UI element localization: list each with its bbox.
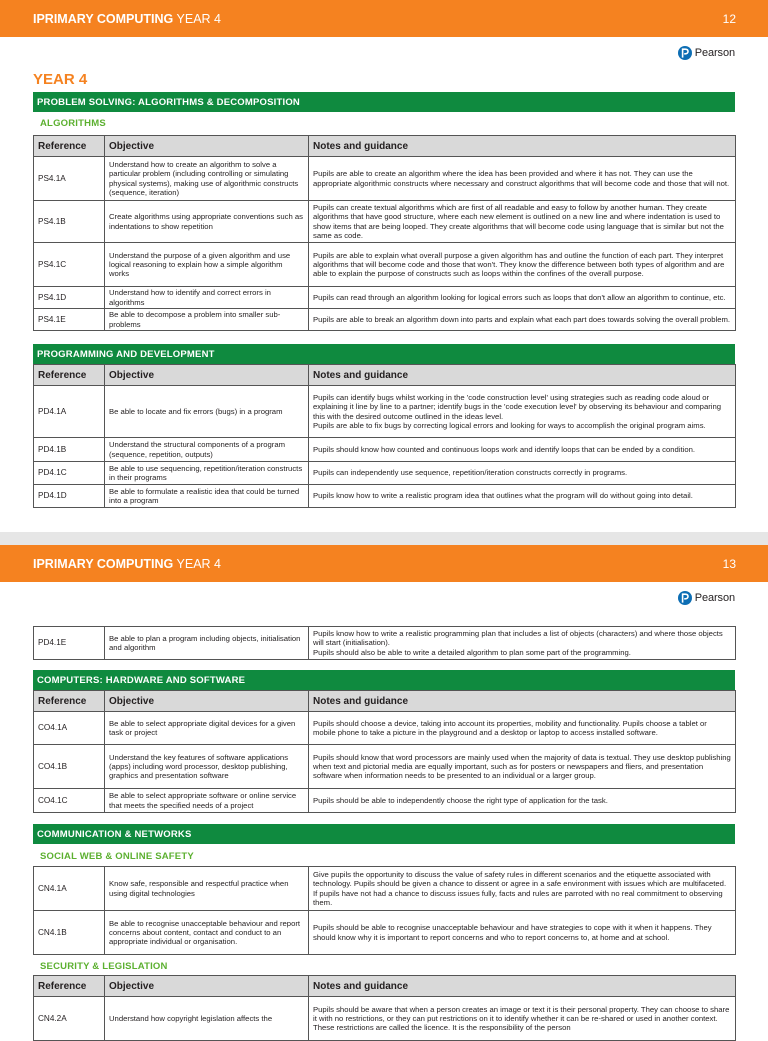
notes-paragraph: Pupils can identify bugs whilst working in the 'code construction level' using strategies such as reading code aloud or explaining it line by line to a partner; identify bugs in the 'code execution level' by observing its behaviour and comparing this with the desired outcome outlined in the ideas level. xyxy=(313,392,722,421)
table-row xyxy=(34,485,736,508)
table-row xyxy=(34,157,736,201)
page-header-bar xyxy=(0,0,768,37)
col-header-reference: Reference xyxy=(34,365,105,386)
cell-reference: CN4.1A xyxy=(34,867,105,911)
pearson-wordmark: Pearson xyxy=(694,47,735,59)
header-brand xyxy=(33,557,221,571)
subsection-algorithms: ALGORITHMS xyxy=(40,118,106,129)
table-row xyxy=(34,789,736,813)
cell-objective: Understand how copyright legislation affects the xyxy=(105,997,309,1041)
cell-reference: CO4.1B xyxy=(34,745,105,789)
table-header-row xyxy=(34,691,736,712)
col-header-reference: Reference xyxy=(34,976,105,997)
col-header-objective: Objective xyxy=(105,976,309,997)
cell-reference: CN4.2A xyxy=(34,997,105,1041)
cell-reference: PS4.1D xyxy=(34,287,105,309)
section-title-programming: PROGRAMMING AND DEVELOPMENT xyxy=(33,344,735,364)
cell-objective: Be able to use sequencing, repetition/iteration constructs in their programs xyxy=(105,462,309,485)
subsection-social-web: SOCIAL WEB & ONLINE SAFETY xyxy=(40,851,194,862)
cell-objective: Understand how to identify and correct errors in algorithms xyxy=(105,287,309,309)
table-row xyxy=(34,287,736,309)
notes-paragraph: Pupils know how to write a realistic programming plan that includes a list of objects (characters) and where those objects will start (initialisation). xyxy=(313,629,723,648)
col-header-notes: Notes and guidance xyxy=(309,136,736,157)
pearson-p-icon xyxy=(678,46,692,60)
col-header-objective: Objective xyxy=(105,691,309,712)
computers-table xyxy=(33,690,736,813)
table-header-row xyxy=(34,136,736,157)
cell-objective: Be able to recognise unacceptable behaviour and report concerns about content, contact and conduct to an appropriate individual or organisation. xyxy=(105,911,309,955)
cell-reference: PS4.1E xyxy=(34,309,105,331)
brand-year: YEAR 4 xyxy=(173,557,222,571)
cell-objective: Be able to plan a program including objects, initialisation and algorithm xyxy=(105,627,309,660)
cell-reference: PD4.1C xyxy=(34,462,105,485)
table-row xyxy=(34,627,736,660)
cell-notes: Give pupils the opportunity to discuss the value of safety rules in different scenarios and the etiquette associated with technology. Pupils should be given a chance to dissent or agree in a safe environment with issues which are multifaceted. If pupils have not had a chance to discuss issues fully, facts and rules are parroted with no real commitment to observing them. xyxy=(309,867,736,911)
cell-reference: CN4.1B xyxy=(34,911,105,955)
pearson-logo xyxy=(678,591,735,605)
cell-notes: Pupils are able to create an algorithm where the idea has been provided and where it has not. They can use the appropriate algorithmic constructs where necessary and construct algorithms that will become code and those that will not. xyxy=(309,157,736,201)
cell-objective: Be able to select appropriate software or online service that meets the specified needs of a project xyxy=(105,789,309,813)
subsection-security: SECURITY & LEGISLATION xyxy=(40,961,168,972)
table-row xyxy=(34,243,736,287)
cell-notes: Pupils can independently use sequence, repetition/iteration constructs correctly in programs. xyxy=(309,462,736,485)
cell-notes: Pupils are able to explain what overall purpose a given algorithm has and outline the function of each part. They interpret algorithms that will become code and those that won't. They know the difference between both types of algorithm and are able to explain the purpose of constructs such as loops within the confines of the overall purpose. xyxy=(309,243,736,287)
notes-paragraph: Pupils should also be able to write a detailed algorithm to plan some part of the programming. xyxy=(313,647,631,657)
cell-notes: Pupils should know that word processors are mainly used when the majority of data is textual. They use desktop publishing when text and pictorial media are equally important, such as for posters or newspapers and fliers, and presentation software when information needs to be presented to an individual or a larger group. xyxy=(309,745,736,789)
cell-reference: CO4.1A xyxy=(34,712,105,745)
page-number: 13 xyxy=(722,557,736,571)
continued-table xyxy=(33,626,736,660)
table-row xyxy=(34,309,736,331)
cell-notes: Pupils should be able to independently choose the right type of application for the task. xyxy=(309,789,736,813)
brand-year: YEAR 4 xyxy=(173,12,222,26)
table-row xyxy=(34,911,736,955)
cell-objective: Be able to select appropriate digital devices for a given task or project xyxy=(105,712,309,745)
programming-table xyxy=(33,364,736,508)
header-brand xyxy=(33,12,221,26)
col-header-notes: Notes and guidance xyxy=(309,365,736,386)
page-separator xyxy=(0,532,768,545)
cell-objective: Understand the structural components of a program (sequence, repetition, outputs) xyxy=(105,438,309,462)
table-header-row xyxy=(34,365,736,386)
cell-objective: Be able to decompose a problem into smaller sub-problems xyxy=(105,309,309,331)
col-header-notes: Notes and guidance xyxy=(309,691,736,712)
col-header-objective: Objective xyxy=(105,136,309,157)
brand-bold: IPRIMARY COMPUTING xyxy=(33,557,174,571)
page-13 xyxy=(0,545,768,1033)
cell-notes xyxy=(309,627,736,660)
cell-reference: PD4.1A xyxy=(34,386,105,438)
notes-paragraph: Pupils are able to fix bugs by correcting logical errors and looking for ways to accomplish the original program aims. xyxy=(313,420,706,430)
social-web-table xyxy=(33,866,736,955)
cell-reference: PS4.1B xyxy=(34,201,105,243)
cell-notes: Pupils can read through an algorithm looking for logical errors such as loops that don't allow an algorithm to continue, etc. xyxy=(309,287,736,309)
cell-notes: Pupils should know how counted and continuous loops work and identify loops that can be ended by a condition. xyxy=(309,438,736,462)
section-title-problem-solving: PROBLEM SOLVING: ALGORITHMS & DECOMPOSITION xyxy=(33,92,735,112)
cell-notes: Pupils should be able to recognise unacceptable behaviour and have strategies to cope with it when it happens. They should know why it is important to report concerns and who to report concerns to, at home and at school. xyxy=(309,911,736,955)
cell-objective: Understand how to create an algorithm to solve a particular problem (including controlling or simulating physical systems), making use of algorithmic constructs (sequence, iteration) xyxy=(105,157,309,201)
cell-objective: Be able to locate and fix errors (bugs) in a program xyxy=(105,386,309,438)
cell-objective: Create algorithms using appropriate conventions such as indentations to show repetition xyxy=(105,201,309,243)
cell-objective: Understand the key features of software applications (apps) including word processor, desktop publishing, graphics and presentation software xyxy=(105,745,309,789)
brand-bold: IPRIMARY COMPUTING xyxy=(33,12,174,26)
pearson-logo xyxy=(678,46,735,60)
cell-reference: PD4.1D xyxy=(34,485,105,508)
page-number: 12 xyxy=(722,12,736,26)
cell-reference: PS4.1C xyxy=(34,243,105,287)
col-header-reference: Reference xyxy=(34,136,105,157)
table-row xyxy=(34,867,736,911)
cell-objective: Understand the purpose of a given algorithm and use logical reasoning to explain how a simple algorithm works xyxy=(105,243,309,287)
security-table xyxy=(33,975,736,1041)
cell-notes: Pupils should choose a device, taking into account its properties, mobility and functionality. Pupils choose a tablet or mobile phone to take a picture in the playground and a desktop or laptop to access installed software. xyxy=(309,712,736,745)
table-row xyxy=(34,201,736,243)
col-header-reference: Reference xyxy=(34,691,105,712)
section-title-communication: COMMUNICATION & NETWORKS xyxy=(33,824,735,844)
cell-reference: PS4.1A xyxy=(34,157,105,201)
page-header-bar xyxy=(0,545,768,582)
table-row xyxy=(34,386,736,438)
section-title-computers: COMPUTERS: HARDWARE AND SOFTWARE xyxy=(33,670,735,690)
cell-notes: Pupils should be aware that when a person creates an image or text it is their personal property. They can choose to share it with no restrictions, or they can put restrictions on it to identify whether it can be re-shared or used in another context. These restrictions are called the licence. It is the responsibility of the person xyxy=(309,997,736,1041)
cell-reference: PD4.1B xyxy=(34,438,105,462)
cell-reference: CO4.1C xyxy=(34,789,105,813)
table-row xyxy=(34,438,736,462)
cell-notes xyxy=(309,386,736,438)
cell-objective: Know safe, responsible and respectful practice when using digital technologies xyxy=(105,867,309,911)
pearson-p-icon xyxy=(678,591,692,605)
table-row xyxy=(34,462,736,485)
algorithms-table xyxy=(33,135,736,331)
table-row xyxy=(34,745,736,789)
table-row xyxy=(34,712,736,745)
cell-notes: Pupils know how to write a realistic program idea that outlines what the program will do without going into detail. xyxy=(309,485,736,508)
table-header-row xyxy=(34,976,736,997)
year-heading: YEAR 4 xyxy=(33,71,88,88)
cell-notes: Pupils are able to break an algorithm down into parts and explain what each part does towards solving the overall problem. xyxy=(309,309,736,331)
cell-notes: Pupils can create textual algorithms which are first of all readable and easy to follow by another human. They create algorithms that have good structure, where each new element is outlined on a new line and where indentation is used to show items that are being looped. They create algorithms that will become code using language that is similar but not the same as code. xyxy=(309,201,736,243)
table-row xyxy=(34,997,736,1041)
pearson-wordmark: Pearson xyxy=(694,592,735,604)
col-header-objective: Objective xyxy=(105,365,309,386)
cell-reference: PD4.1E xyxy=(34,627,105,660)
cell-objective: Be able to formulate a realistic idea that could be turned into a program xyxy=(105,485,309,508)
col-header-notes: Notes and guidance xyxy=(309,976,736,997)
